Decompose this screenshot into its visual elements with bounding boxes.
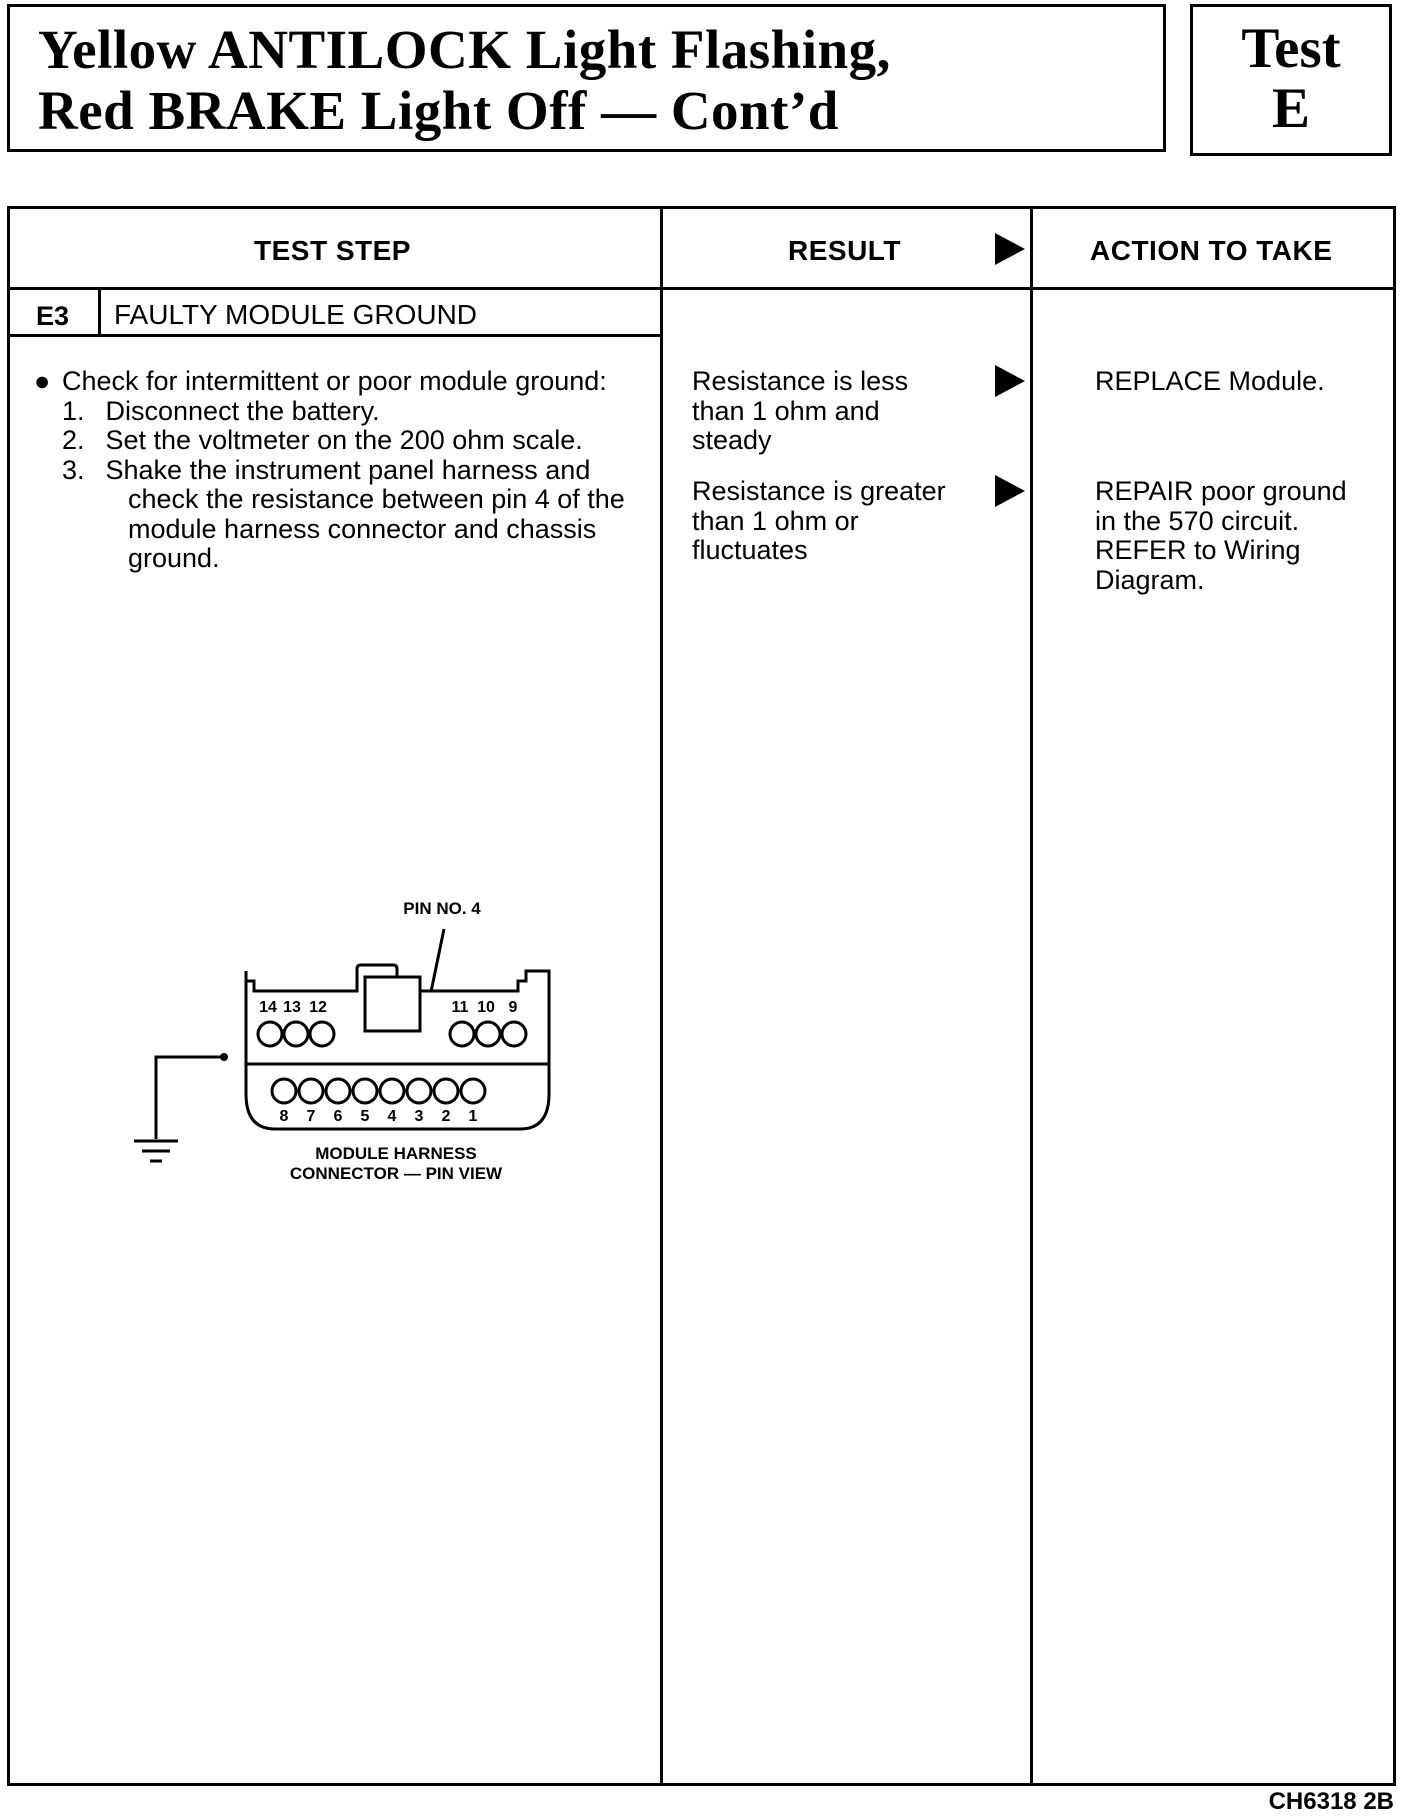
header-result: RESULT <box>788 235 901 266</box>
pin-socket <box>434 1079 458 1103</box>
pin-label: 10 <box>477 999 495 1016</box>
step-number: 3. <box>62 454 85 485</box>
arrow-icon <box>995 365 1025 397</box>
diagnostic-table <box>7 206 1396 1786</box>
pin-socket <box>272 1079 296 1103</box>
pin-label: 7 <box>306 1108 316 1125</box>
pin-label: 3 <box>414 1108 424 1125</box>
pin-socket <box>476 1022 500 1046</box>
title-line-2: Red BRAKE Light Off — Cont’d <box>38 80 839 141</box>
check-text: Check for intermittent or poor module ground: <box>62 366 607 396</box>
pin-socket <box>407 1079 431 1103</box>
step-title-divider <box>10 334 661 337</box>
step-id-divider <box>98 287 101 334</box>
pin-socket <box>326 1079 350 1103</box>
header-test-step: TEST STEP <box>254 235 411 266</box>
connector-diagram <box>120 689 580 1189</box>
step-text: Disconnect the battery. <box>105 395 380 426</box>
action-2 <box>1095 477 1395 595</box>
page-title <box>38 19 891 141</box>
result-line: steady <box>692 425 772 455</box>
pin-socket <box>299 1079 323 1103</box>
pin-socket <box>353 1079 377 1103</box>
action-1 <box>1095 367 1395 397</box>
result-line: than 1 ohm or <box>692 505 859 536</box>
result-line: Resistance is less <box>692 366 909 396</box>
action-line: in the 570 circuit. <box>1095 505 1300 536</box>
arrow-icon <box>995 233 1025 265</box>
title-line-1: Yellow ANTILOCK Light Flashing, <box>38 19 891 80</box>
step-id: E3 <box>36 301 70 331</box>
result-line: than 1 ohm and <box>692 395 880 426</box>
pin-label: 1 <box>468 1108 478 1125</box>
pin-label: 2 <box>441 1108 451 1125</box>
pin-socket <box>450 1022 474 1046</box>
step-text: Set the voltmeter on the 200 ohm scale. <box>105 425 583 455</box>
action-line: REPAIR poor ground <box>1095 476 1347 506</box>
pin-socket <box>380 1079 404 1103</box>
pin-label: 13 <box>283 999 301 1016</box>
step-number: 2. <box>62 425 85 455</box>
step-text: Shake the instrument panel harness and <box>105 454 591 485</box>
step-number: 1. <box>62 395 85 426</box>
step-text: module harness connector and chassis <box>128 513 597 544</box>
pin-label: 4 <box>387 1108 397 1125</box>
pin-label: 11 <box>451 999 469 1016</box>
action-line: REFER to Wiring <box>1095 535 1301 565</box>
step-text: check the resistance between pin 4 of the <box>128 484 625 514</box>
test-label: Test <box>1241 17 1341 80</box>
pin-label: 14 <box>259 999 277 1016</box>
pin-callout-label: PIN NO. 4 <box>403 899 481 918</box>
action-line: Diagram. <box>1095 564 1205 595</box>
pin-label: 6 <box>333 1108 343 1125</box>
pin-label: 8 <box>279 1108 289 1125</box>
pin-label: 9 <box>508 999 518 1016</box>
pin-label: 5 <box>360 1108 370 1125</box>
bullet-icon: ● <box>34 366 51 396</box>
step-instructions <box>34 367 664 574</box>
result-line: fluctuates <box>692 535 808 565</box>
pin-socket <box>258 1022 282 1046</box>
step-text: ground. <box>128 543 220 573</box>
arrow-icon <box>995 475 1025 507</box>
pin-socket <box>284 1022 308 1046</box>
step-title: FAULTY MODULE GROUND <box>114 299 478 330</box>
action-line: REPLACE Module. <box>1095 366 1325 396</box>
ground-wire-node <box>220 1053 228 1061</box>
document-code: CH6318 2B <box>1268 1788 1394 1815</box>
pin-socket <box>310 1022 334 1046</box>
result-2 <box>692 477 992 566</box>
test-letter: E <box>1271 77 1311 140</box>
diagram-caption-line-2: CONNECTOR — PIN VIEW <box>289 1164 503 1183</box>
ground-wire <box>156 1057 222 1139</box>
title-box <box>7 4 1166 152</box>
diagram-caption-line-1: MODULE HARNESS <box>315 1144 477 1163</box>
header-action: ACTION TO TAKE <box>1090 235 1333 266</box>
connector-latch <box>365 977 420 1031</box>
pin-socket <box>461 1079 485 1103</box>
header-divider <box>10 287 1393 290</box>
result-1 <box>692 367 992 456</box>
pin-socket <box>502 1022 526 1046</box>
test-id-box <box>1190 4 1392 156</box>
result-line: Resistance is greater <box>692 476 946 506</box>
pin-label: 12 <box>309 999 327 1016</box>
column-divider-2 <box>1030 209 1033 1783</box>
